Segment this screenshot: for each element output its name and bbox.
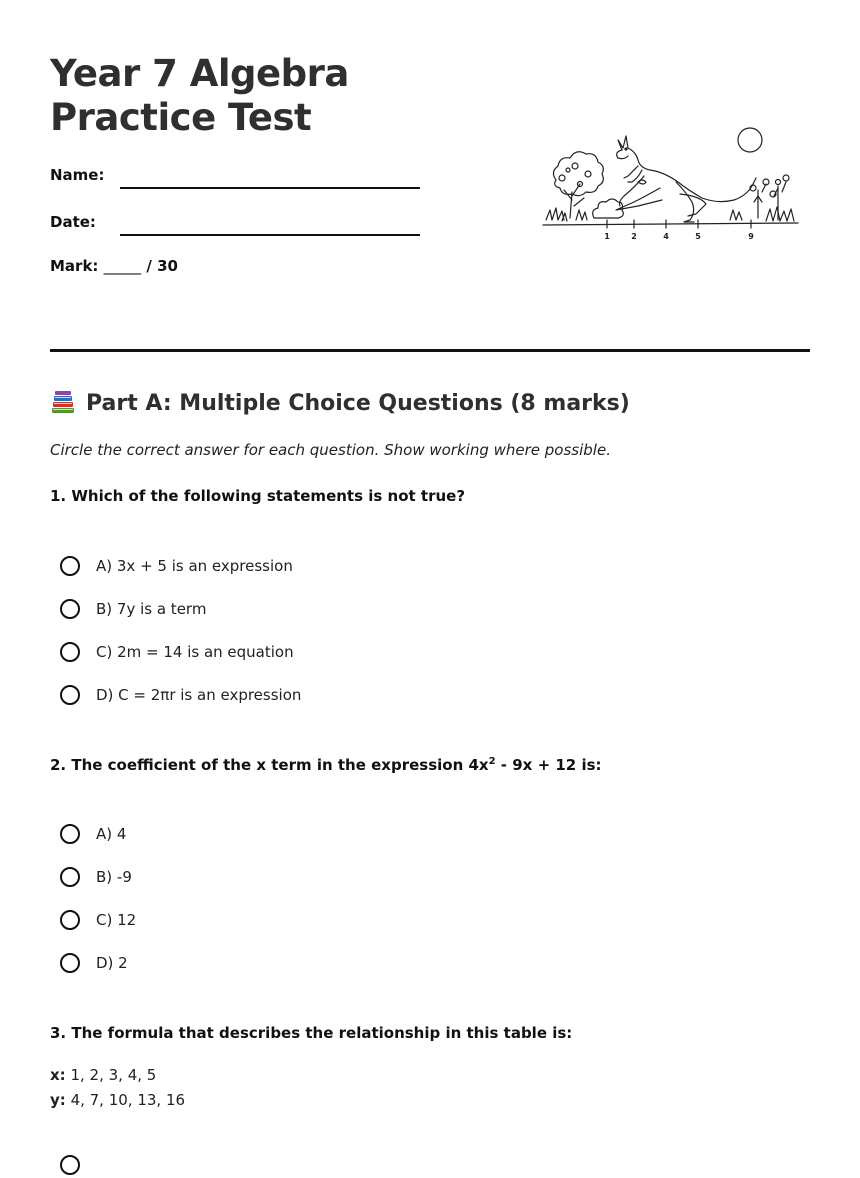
radio-button[interactable] bbox=[60, 824, 80, 844]
table-x-row: x: 1, 2, 3, 4, 5 bbox=[50, 1066, 157, 1084]
q2-option-d[interactable]: D) 2 bbox=[60, 950, 128, 976]
radio-button[interactable] bbox=[60, 556, 80, 576]
radio-button[interactable] bbox=[60, 599, 80, 619]
tick-label: 4 bbox=[663, 232, 669, 241]
date-label: Date: bbox=[50, 213, 96, 231]
radio-button[interactable] bbox=[60, 642, 80, 662]
radio-button[interactable] bbox=[60, 867, 80, 887]
tick-label: 9 bbox=[748, 232, 754, 241]
question-1: 1. Which of the following statements is not true? bbox=[50, 487, 466, 505]
part-a-heading bbox=[50, 390, 630, 416]
radio-button[interactable] bbox=[60, 910, 80, 930]
page-title: Year 7 Algebra Practice Test bbox=[50, 52, 349, 139]
mark-label: Mark: bbox=[50, 257, 99, 275]
question-2: 2. The coefficient of the x term in the expression $4x^2 - 9x + 12$ is: bbox=[50, 756, 602, 774]
books-icon bbox=[50, 390, 76, 416]
date-field-line[interactable] bbox=[120, 234, 420, 236]
sun-icon bbox=[738, 128, 762, 152]
tick-label: 1 bbox=[604, 232, 610, 241]
table-y-row: y: 4, 7, 10, 13, 16 bbox=[50, 1091, 186, 1109]
question-3: 3. The formula that describes the relationship in this table is: bbox=[50, 1024, 573, 1042]
q3-option-a[interactable] bbox=[60, 1152, 80, 1178]
mark-total: / 30 bbox=[146, 257, 178, 275]
name-label: Name: bbox=[50, 166, 105, 184]
kangaroo-number-line-illustration bbox=[540, 122, 802, 244]
part-a-title: Part A: Multiple Choice Questions (8 marks) bbox=[86, 390, 630, 416]
tick-label: 2 bbox=[631, 232, 637, 241]
q1-option-c[interactable]: C) 2m = 14 is an equation bbox=[60, 639, 294, 665]
name-field-line[interactable] bbox=[120, 187, 420, 189]
radio-button[interactable] bbox=[60, 1155, 80, 1175]
q2-option-a[interactable]: A) 4 bbox=[60, 821, 126, 847]
mark-line bbox=[50, 257, 178, 275]
section-divider bbox=[50, 349, 810, 352]
q1-option-b[interactable]: B) 7y is a term bbox=[60, 596, 206, 622]
tick-label: 5 bbox=[695, 232, 701, 241]
mark-blank[interactable]: _____ bbox=[103, 257, 142, 275]
instructions: Circle the correct answer for each question. Show working where possible. bbox=[50, 441, 611, 459]
radio-button[interactable] bbox=[60, 953, 80, 973]
q1-option-a[interactable]: A) 3x + 5 is an expression bbox=[60, 553, 293, 579]
q2-option-c[interactable]: C) 12 bbox=[60, 907, 136, 933]
radio-button[interactable] bbox=[60, 685, 80, 705]
q2-option-b[interactable]: B) -9 bbox=[60, 864, 132, 890]
q1-option-d[interactable]: D) C = 2πr is an expression bbox=[60, 682, 301, 708]
